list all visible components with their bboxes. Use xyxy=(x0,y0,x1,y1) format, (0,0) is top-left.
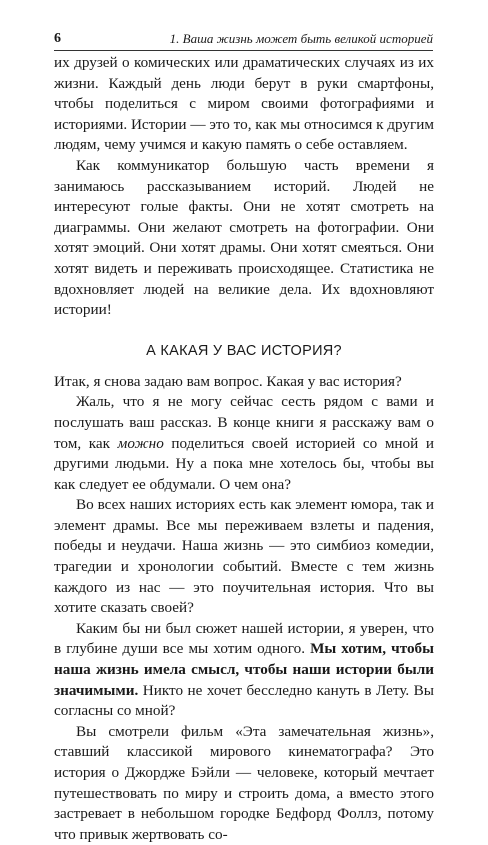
paragraph: Как коммуникатор большую часть времени я занимаюсь рассказыванием историй. Людей не интересуют голые факты. Они не хотят смотреть на диаграммы. Они желают смотреть на фотографии. Они хотят эмоций. Они хотят драмы. Они хотят смеяться. Они хотят видеть и переживать происходящее. Статистика не вдохновляет людей на великие дела. Их вдохновляют истории! xyxy=(54,156,434,319)
paragraph-text: Жаль, что я не могу сейчас сесть рядом с вами и послушать ваш рассказ. В конце книги я расскажу вам о том, как xyxy=(54,393,434,452)
paragraph xyxy=(54,619,434,722)
paragraph-text: Каким бы ни был сюжет нашей истории, я уверен, что в глубине души все мы хотим одного. xyxy=(54,619,434,658)
paragraph: Во всех наших историях есть как элемент юмора, так и элемент драмы. Все мы переживаем взлеты и падения, победы и неудачи. Наша жизнь — это симбиоз комедии, трагедии и хронологии событий. Вместе с тем жизнь каждого из нас — это поучительная история. Что вы хотите сказать своей? xyxy=(54,496,434,617)
paragraph-continued: их друзей о комических или драматических случаях из их жизни. Каждый день люди берут в руки смартфоны, чтобы поделиться с миром своими фотографиями и историями. Истории — это то, как мы относимся к другим людям, чему учимся и какую память о себе оставляем. xyxy=(54,54,434,154)
paragraph: Итак, я снова задаю вам вопрос. Какая у вас история? xyxy=(54,372,402,390)
page-number: 6 xyxy=(54,31,61,46)
chapter-title: 1. Ваша жизнь может быть великой историей xyxy=(169,31,433,46)
paragraph: Вы смотрели фильм «Эта замечательная жизнь», ставший классикой мирового кинематографа? Это история о Джордже Бэйли — человеке, который мечтает путешествовать по миру и строить дома, а вместо этого застревает в небольшом городке Бедфорд Фоллз, потому что привык жертвовать со- xyxy=(54,722,434,843)
paragraph-text: поделиться своей историей со мной и другими людьми. Ну а пока мне хотелось бы, чтобы вы как следует ее обдумали. О чем она? xyxy=(54,434,434,493)
running-header xyxy=(54,30,433,51)
page-body xyxy=(54,53,434,845)
paragraph xyxy=(54,392,434,495)
emphasis-text: можно xyxy=(117,434,164,452)
bold-text: Мы хотим, чтобы наша жизнь имела смысл, чтобы наши истории были значимыми. xyxy=(54,640,434,699)
paragraph-text: Никто не хочет бесследно кануть в Лету. Вы согласны со мной? xyxy=(54,681,434,720)
section-heading: А КАКАЯ У ВАС ИСТОРИЯ? xyxy=(146,342,342,359)
